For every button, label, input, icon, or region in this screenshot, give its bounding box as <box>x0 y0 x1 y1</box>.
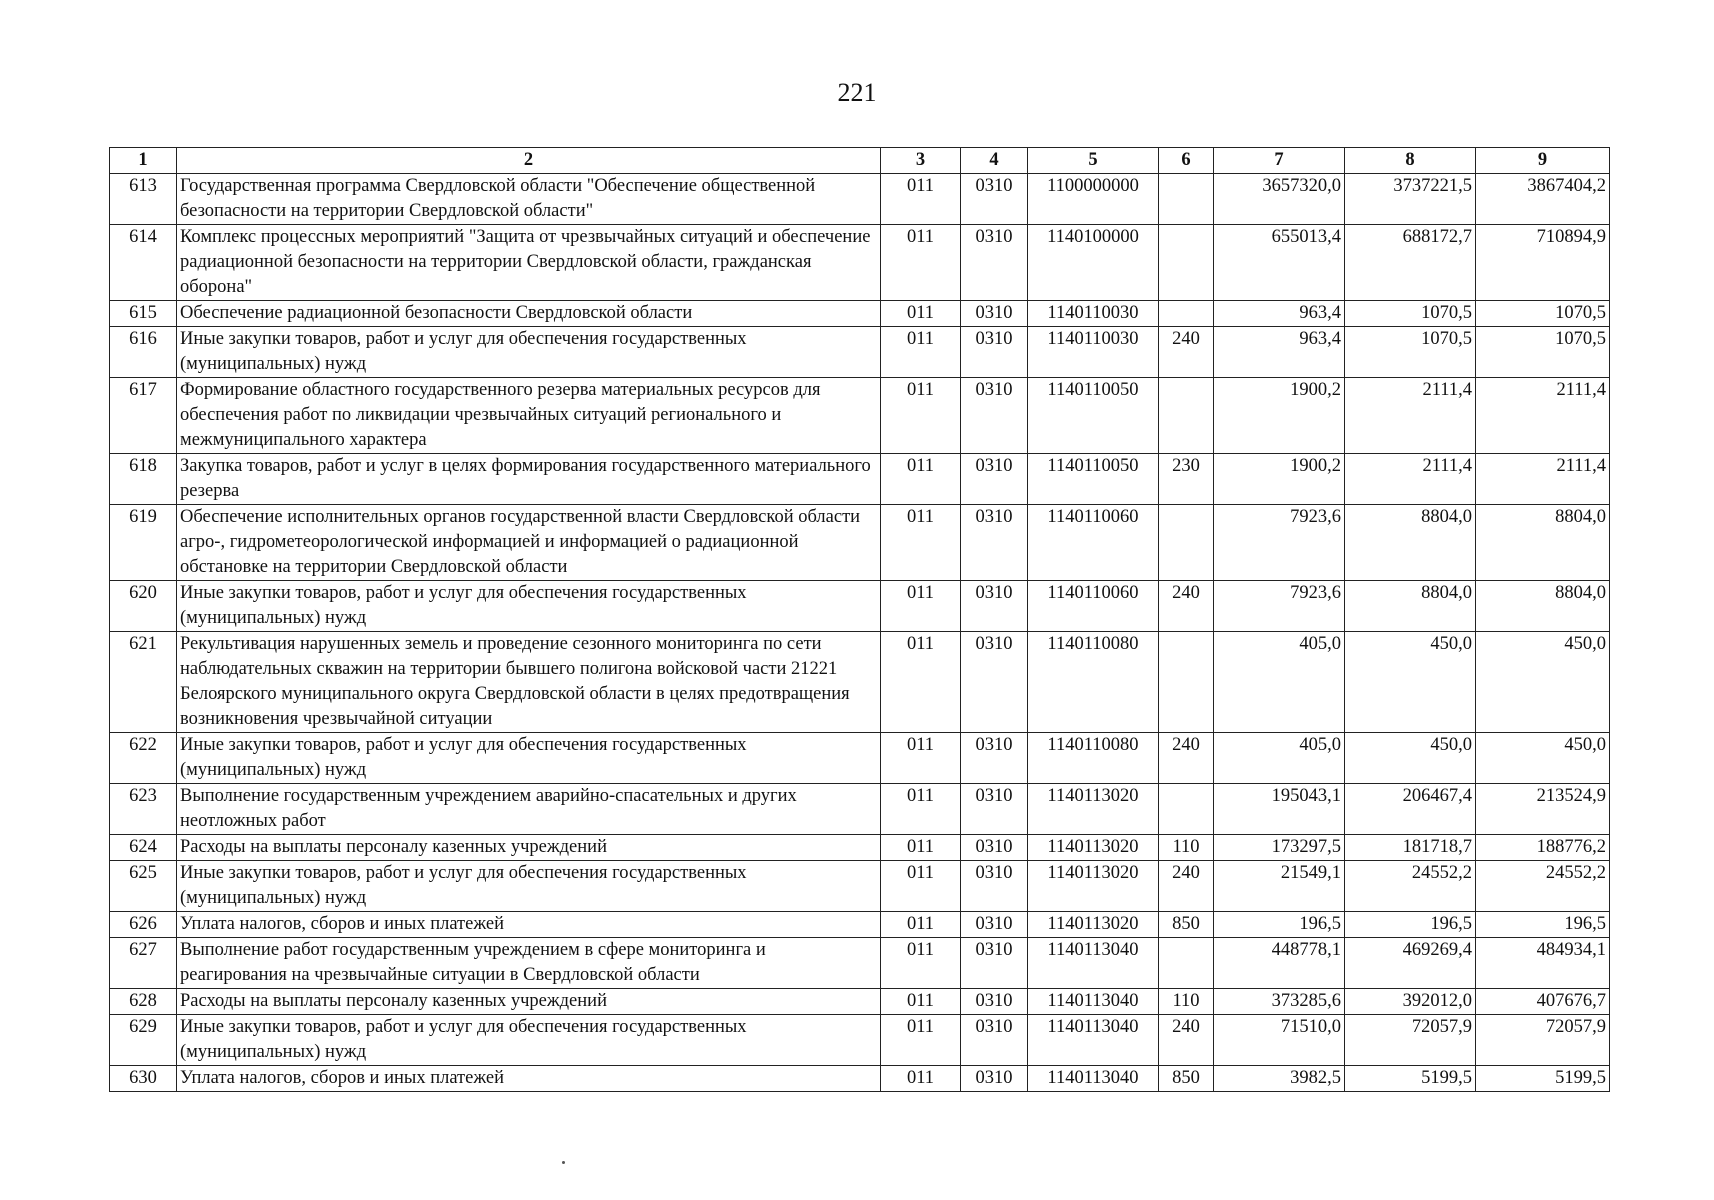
amount-col9: 1070,5 <box>1476 327 1610 378</box>
expense-type-code: 110 <box>1159 989 1214 1015</box>
amount-col8: 5199,5 <box>1345 1066 1476 1092</box>
amount-col9: 3867404,2 <box>1476 174 1610 225</box>
section-code: 0310 <box>961 505 1028 581</box>
amount-col8: 469269,4 <box>1345 938 1476 989</box>
amount-col7: 196,5 <box>1214 912 1345 938</box>
section-code: 0310 <box>961 861 1028 912</box>
section-code: 0310 <box>961 1066 1028 1092</box>
target-article-code: 1140113040 <box>1028 938 1159 989</box>
item-name: Обеспечение исполнительных органов государственной власти Свердловской области агро-, гидрометеорологической информацией и информацией о радиационной обстановке на территории Свердловской области <box>177 505 881 581</box>
amount-col8: 8804,0 <box>1345 505 1476 581</box>
row-number: 625 <box>110 861 177 912</box>
row-number: 620 <box>110 581 177 632</box>
table-header <box>110 148 1610 174</box>
section-code: 0310 <box>961 835 1028 861</box>
table-row <box>110 861 1610 912</box>
table-row <box>110 581 1610 632</box>
target-article-code: 1140113040 <box>1028 1015 1159 1066</box>
expense-type-code <box>1159 505 1214 581</box>
amount-col7: 405,0 <box>1214 733 1345 784</box>
section-code: 0310 <box>961 378 1028 454</box>
item-name: Иные закупки товаров, работ и услуг для обеспечения государственных (муниципальных) нужд <box>177 327 881 378</box>
amount-col9: 2111,4 <box>1476 378 1610 454</box>
ministry-code: 011 <box>881 1066 961 1092</box>
amount-col9: 72057,9 <box>1476 1015 1610 1066</box>
amount-col8: 2111,4 <box>1345 378 1476 454</box>
table-row <box>110 835 1610 861</box>
section-code: 0310 <box>961 989 1028 1015</box>
row-number: 615 <box>110 301 177 327</box>
item-name: Выполнение работ государственным учреждением в сфере мониторинга и реагирования на чрезвычайные ситуации в Свердловской области <box>177 938 881 989</box>
row-number: 624 <box>110 835 177 861</box>
amount-col8: 450,0 <box>1345 632 1476 733</box>
target-article-code: 1140110030 <box>1028 301 1159 327</box>
ministry-code: 011 <box>881 225 961 301</box>
amount-col9: 407676,7 <box>1476 989 1610 1015</box>
amount-col9: 196,5 <box>1476 912 1610 938</box>
row-number: 627 <box>110 938 177 989</box>
ministry-code: 011 <box>881 301 961 327</box>
column-header-4: 4 <box>961 148 1028 174</box>
table-row <box>110 174 1610 225</box>
amount-col8: 196,5 <box>1345 912 1476 938</box>
table-row <box>110 505 1610 581</box>
target-article-code: 1100000000 <box>1028 174 1159 225</box>
item-name: Рекультивация нарушенных земель и проведение сезонного мониторинга по сети наблюдательных скважин на территории бывшего полигона войсковой части 21221 Белоярского муниципального округа Свердловской области в целях предотвращения возникновения чрезвычайной ситуации <box>177 632 881 733</box>
amount-col7: 963,4 <box>1214 301 1345 327</box>
ministry-code: 011 <box>881 784 961 835</box>
column-header-5: 5 <box>1028 148 1159 174</box>
item-name: Расходы на выплаты персоналу казенных учреждений <box>177 989 881 1015</box>
table-row <box>110 225 1610 301</box>
target-article-code: 1140110050 <box>1028 454 1159 505</box>
amount-col9: 1070,5 <box>1476 301 1610 327</box>
table-row <box>110 1066 1610 1092</box>
column-header-7: 7 <box>1214 148 1345 174</box>
ministry-code: 011 <box>881 733 961 784</box>
expense-type-code <box>1159 301 1214 327</box>
expense-type-code: 850 <box>1159 912 1214 938</box>
column-header-1: 1 <box>110 148 177 174</box>
ministry-code: 011 <box>881 174 961 225</box>
table-row <box>110 938 1610 989</box>
section-code: 0310 <box>961 581 1028 632</box>
ministry-code: 011 <box>881 912 961 938</box>
target-article-code: 1140110080 <box>1028 733 1159 784</box>
ministry-code: 011 <box>881 861 961 912</box>
amount-col7: 21549,1 <box>1214 861 1345 912</box>
amount-col9: 450,0 <box>1476 733 1610 784</box>
target-article-code: 1140100000 <box>1028 225 1159 301</box>
amount-col7: 963,4 <box>1214 327 1345 378</box>
amount-col9: 8804,0 <box>1476 581 1610 632</box>
item-name: Выполнение государственным учреждением аварийно-спасательных и других неотложных работ <box>177 784 881 835</box>
expense-type-code <box>1159 378 1214 454</box>
amount-col7: 195043,1 <box>1214 784 1345 835</box>
amount-col8: 688172,7 <box>1345 225 1476 301</box>
item-name: Государственная программа Свердловской области "Обеспечение общественной безопасности на территории Свердловской области" <box>177 174 881 225</box>
expense-type-code: 240 <box>1159 327 1214 378</box>
section-code: 0310 <box>961 912 1028 938</box>
column-header-2: 2 <box>177 148 881 174</box>
target-article-code: 1140113040 <box>1028 1066 1159 1092</box>
amount-col9: 213524,9 <box>1476 784 1610 835</box>
table-row <box>110 632 1610 733</box>
table-row <box>110 1015 1610 1066</box>
expense-type-code: 240 <box>1159 733 1214 784</box>
amount-col7: 7923,6 <box>1214 505 1345 581</box>
amount-col8: 72057,9 <box>1345 1015 1476 1066</box>
ministry-code: 011 <box>881 327 961 378</box>
row-number: 628 <box>110 989 177 1015</box>
section-code: 0310 <box>961 225 1028 301</box>
amount-col9: 5199,5 <box>1476 1066 1610 1092</box>
amount-col9: 2111,4 <box>1476 454 1610 505</box>
amount-col8: 392012,0 <box>1345 989 1476 1015</box>
expense-type-code: 240 <box>1159 861 1214 912</box>
row-number: 614 <box>110 225 177 301</box>
item-name: Комплекс процессных мероприятий "Защита от чрезвычайных ситуаций и обеспечение радиационной безопасности на территории Свердловской области, гражданская оборона" <box>177 225 881 301</box>
amount-col9: 188776,2 <box>1476 835 1610 861</box>
ministry-code: 011 <box>881 632 961 733</box>
item-name: Расходы на выплаты персоналу казенных учреждений <box>177 835 881 861</box>
item-name: Иные закупки товаров, работ и услуг для обеспечения государственных (муниципальных) нужд <box>177 861 881 912</box>
ministry-code: 011 <box>881 454 961 505</box>
amount-col8: 1070,5 <box>1345 327 1476 378</box>
table-row <box>110 301 1610 327</box>
target-article-code: 1140113020 <box>1028 784 1159 835</box>
amount-col7: 7923,6 <box>1214 581 1345 632</box>
ministry-code: 011 <box>881 835 961 861</box>
table-row <box>110 327 1610 378</box>
expense-type-code: 240 <box>1159 1015 1214 1066</box>
amount-col9: 484934,1 <box>1476 938 1610 989</box>
amount-col7: 373285,6 <box>1214 989 1345 1015</box>
item-name: Закупка товаров, работ и услуг в целях формирования государственного материального резерва <box>177 454 881 505</box>
target-article-code: 1140113020 <box>1028 861 1159 912</box>
row-number: 622 <box>110 733 177 784</box>
row-number: 616 <box>110 327 177 378</box>
section-code: 0310 <box>961 784 1028 835</box>
table-row <box>110 784 1610 835</box>
expense-type-code: 240 <box>1159 581 1214 632</box>
section-code: 0310 <box>961 327 1028 378</box>
ministry-code: 011 <box>881 1015 961 1066</box>
expense-type-code: 850 <box>1159 1066 1214 1092</box>
table-row <box>110 912 1610 938</box>
budget-table <box>109 147 1610 1092</box>
expense-type-code <box>1159 225 1214 301</box>
table-row <box>110 733 1610 784</box>
row-number: 613 <box>110 174 177 225</box>
amount-col7: 448778,1 <box>1214 938 1345 989</box>
expense-type-code <box>1159 938 1214 989</box>
table-row <box>110 378 1610 454</box>
amount-col7: 3982,5 <box>1214 1066 1345 1092</box>
section-code: 0310 <box>961 1015 1028 1066</box>
target-article-code: 1140110060 <box>1028 505 1159 581</box>
item-name: Формирование областного государственного резерва материальных ресурсов для обеспечения работ по ликвидации чрезвычайных ситуаций регионального и межмуниципального характера <box>177 378 881 454</box>
item-name: Уплата налогов, сборов и иных платежей <box>177 912 881 938</box>
ministry-code: 011 <box>881 378 961 454</box>
row-number: 630 <box>110 1066 177 1092</box>
expense-type-code <box>1159 632 1214 733</box>
section-code: 0310 <box>961 938 1028 989</box>
expense-type-code: 110 <box>1159 835 1214 861</box>
page-number: 221 <box>837 78 877 107</box>
amount-col7: 173297,5 <box>1214 835 1345 861</box>
item-name: Уплата налогов, сборов и иных платежей <box>177 1066 881 1092</box>
table-row <box>110 454 1610 505</box>
amount-col8: 450,0 <box>1345 733 1476 784</box>
amount-col7: 405,0 <box>1214 632 1345 733</box>
amount-col8: 3737221,5 <box>1345 174 1476 225</box>
table-row <box>110 989 1610 1015</box>
section-code: 0310 <box>961 174 1028 225</box>
ministry-code: 011 <box>881 581 961 632</box>
amount-col9: 450,0 <box>1476 632 1610 733</box>
target-article-code: 1140110080 <box>1028 632 1159 733</box>
section-code: 0310 <box>961 632 1028 733</box>
amount-col7: 1900,2 <box>1214 378 1345 454</box>
item-name: Иные закупки товаров, работ и услуг для обеспечения государственных (муниципальных) нужд <box>177 581 881 632</box>
target-article-code: 1140113020 <box>1028 912 1159 938</box>
expense-type-code <box>1159 174 1214 225</box>
item-name: Обеспечение радиационной безопасности Свердловской области <box>177 301 881 327</box>
row-number: 626 <box>110 912 177 938</box>
target-article-code: 1140110030 <box>1028 327 1159 378</box>
row-number: 623 <box>110 784 177 835</box>
item-name: Иные закупки товаров, работ и услуг для обеспечения государственных (муниципальных) нужд <box>177 1015 881 1066</box>
amount-col7: 655013,4 <box>1214 225 1345 301</box>
section-code: 0310 <box>961 733 1028 784</box>
ministry-code: 011 <box>881 505 961 581</box>
column-header-9: 9 <box>1476 148 1610 174</box>
row-number: 629 <box>110 1015 177 1066</box>
section-code: 0310 <box>961 301 1028 327</box>
row-number: 618 <box>110 454 177 505</box>
amount-col9: 24552,2 <box>1476 861 1610 912</box>
amount-col8: 8804,0 <box>1345 581 1476 632</box>
amount-col7: 1900,2 <box>1214 454 1345 505</box>
amount-col8: 24552,2 <box>1345 861 1476 912</box>
header-row <box>110 148 1610 174</box>
expense-type-code <box>1159 784 1214 835</box>
row-number: 621 <box>110 632 177 733</box>
target-article-code: 1140110060 <box>1028 581 1159 632</box>
target-article-code: 1140110050 <box>1028 378 1159 454</box>
amount-col8: 181718,7 <box>1345 835 1476 861</box>
ministry-code: 011 <box>881 938 961 989</box>
column-header-8: 8 <box>1345 148 1476 174</box>
row-number: 617 <box>110 378 177 454</box>
stray-dot <box>562 1161 565 1164</box>
amount-col8: 2111,4 <box>1345 454 1476 505</box>
ministry-code: 011 <box>881 989 961 1015</box>
amount-col8: 1070,5 <box>1345 301 1476 327</box>
item-name: Иные закупки товаров, работ и услуг для обеспечения государственных (муниципальных) нужд <box>177 733 881 784</box>
amount-col7: 71510,0 <box>1214 1015 1345 1066</box>
target-article-code: 1140113040 <box>1028 989 1159 1015</box>
table-body <box>110 174 1610 1092</box>
column-header-3: 3 <box>881 148 961 174</box>
amount-col9: 8804,0 <box>1476 505 1610 581</box>
amount-col7: 3657320,0 <box>1214 174 1345 225</box>
expense-type-code: 230 <box>1159 454 1214 505</box>
column-header-6: 6 <box>1159 148 1214 174</box>
amount-col8: 206467,4 <box>1345 784 1476 835</box>
target-article-code: 1140113020 <box>1028 835 1159 861</box>
row-number: 619 <box>110 505 177 581</box>
amount-col9: 710894,9 <box>1476 225 1610 301</box>
section-code: 0310 <box>961 454 1028 505</box>
